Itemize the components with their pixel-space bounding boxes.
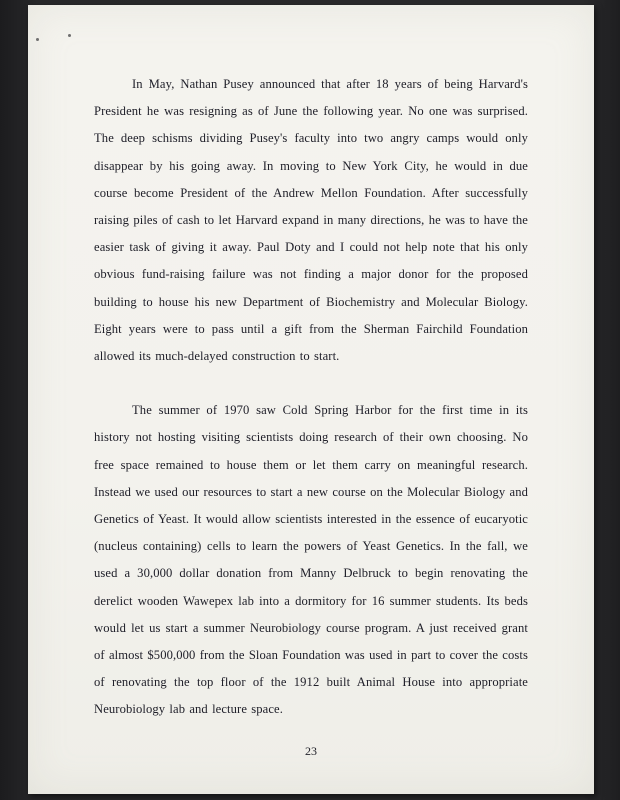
page-number: 23 <box>305 744 317 758</box>
scan-speck-icon <box>36 38 39 41</box>
page-body-text <box>94 71 528 742</box>
scan-speck-icon <box>68 34 71 37</box>
paragraph-pusey-resignation: In May, Nathan Pusey announced that after 18 years of being Harvard's President he was resigning as of June the following year. No one was surprised. The deep schisms dividing Pusey's faculty into two angry camps would only disappear by his going away. In moving to New York City, he would in due course become President of the Andrew Mellon Foundation. After successfully raising piles of cash to let Harvard expand in many directions, he was to have the easier task of giving it away. Paul Doty and I could not help note that his only obvious fund-raising failure was not finding a major donor for the proposed building to house his new Department of Biochemistry and Molecular Biology. Eight years were to pass until a gift from the Sherman Fairchild Foundation allowed its much-delayed construction to start. <box>94 77 528 364</box>
page-footer <box>94 742 528 768</box>
paragraph-summer-1970: The summer of 1970 saw Cold Spring Harbor for the first time in its history not hosting visiting scientists doing research of their own choosing. No free space remained to house them or let them carry on meaningful research. Instead we used our resources to start a new course on the Molecular Biology and Genetics of Yeast. It would allow scientists interested in the essence of eucaryotic (nucleus containing) cells to learn the powers of Yeast Genetics. In the fall, we used a 30,000 dollar donation from Manny Delbruck to begin renovating the derelict wooden Wawepex lab into a dormitory for 16 summer students. Its beds would let us start a summer Neurobiology course program. A just received grant of almost $500,000 from the Sloan Foundation was used in part to cover the costs of renovating the top floor of the 1912 built Animal House into appropriate Neurobiology lab and lecture space. <box>94 403 528 717</box>
document-page <box>28 5 594 794</box>
